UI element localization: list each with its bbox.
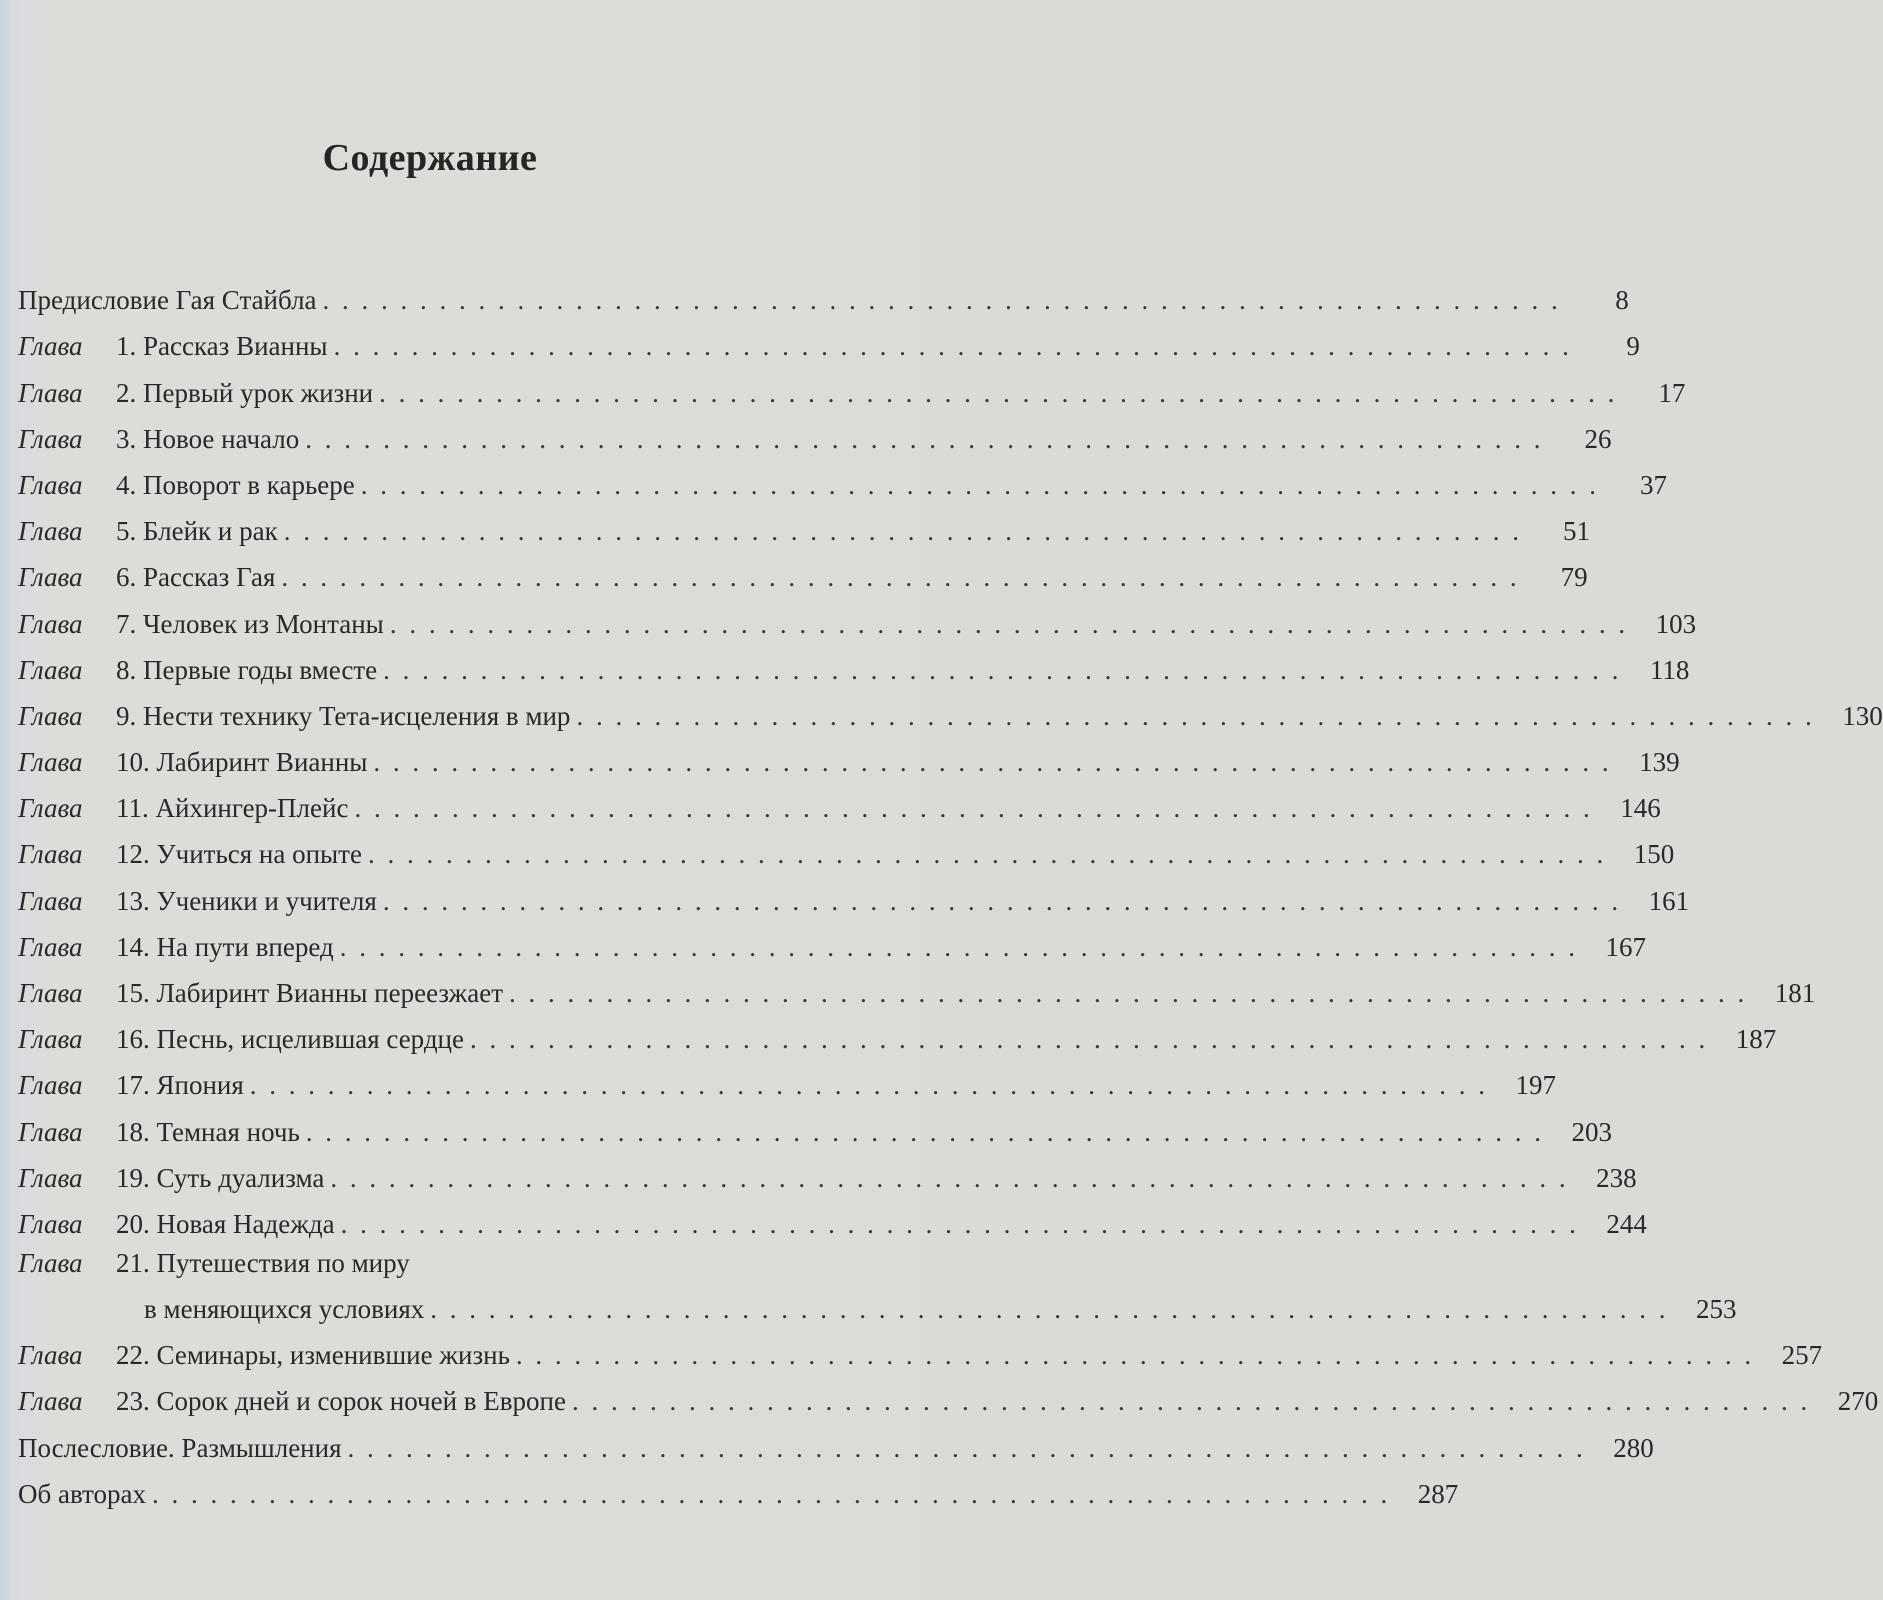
dot-leader: . . . . . . . . . . . . . . . . . . . . . . . . . . . . . . . . . . . . . . . . . . . . . . . . . . . . . . . . . . . . . . . . <box>373 747 1612 778</box>
toc-entry <box>18 971 1816 1017</box>
toc-entry <box>18 601 1697 647</box>
page-number: 139 <box>1639 747 1680 778</box>
dot-leader: . . . . . . . . . . . . . . . . . . . . . . . . . . . . . . . . . . . . . . . . . . . . . . . . . . . . . . . . . . . . . . . . <box>383 654 1622 685</box>
page-number: 253 <box>1696 1293 1737 1324</box>
page-number: 17 <box>1658 377 1686 408</box>
toc-entry <box>18 417 1612 463</box>
page-number: 146 <box>1620 793 1661 824</box>
toc-entry <box>18 278 1629 324</box>
chapter-number: 1. <box>116 331 137 362</box>
dot-leader: . . . . . . . . . . . . . . . . . . . . . . . . . . . . . . . . . . . . . . . . . . . . . . . . . . . . . . . . . . . . . . . . <box>305 423 1544 454</box>
chapter-prefix: Глава <box>18 1024 83 1055</box>
chapter-title: Об авторах <box>18 1478 146 1509</box>
chapter-prefix: Глава <box>18 562 83 593</box>
page-number: 244 <box>1606 1208 1647 1239</box>
toc-entry <box>18 555 1588 601</box>
dot-leader: . . . . . . . . . . . . . . . . . . . . . . . . . . . . . . . . . . . . . . . . . . . . . . . . . . . . . . . . . . . . . . . . <box>305 1116 1545 1147</box>
chapter-number: 12. <box>116 839 150 870</box>
chapter-prefix: Глава <box>18 516 83 547</box>
page-number: 167 <box>1605 931 1646 962</box>
chapter-title: Сорок дней и сорок ночей в Европе <box>156 1386 566 1417</box>
chapter-prefix: Глава <box>18 1247 83 1278</box>
dot-leader: . . . . . . . . . . . . . . . . . . . . . . . . . . . . . . . . . . . . . . . . . . . . . . . . . . . . . . . . . . . . . . . . <box>281 562 1520 593</box>
toc-entry <box>18 324 1640 370</box>
page-number: 150 <box>1633 839 1675 870</box>
chapter-title: Первый урок жизни <box>143 377 374 408</box>
toc-entry <box>18 832 1675 878</box>
chapter-number: 18. <box>116 1116 150 1147</box>
page-number: 203 <box>1571 1116 1613 1147</box>
dot-leader: . . . . . . . . . . . . . . . . . . . . . . . . . . . . . . . . . . . . . . . . . . . . . . . . . . . . . . . . . . . . . . . . <box>379 377 1618 408</box>
chapter-number: 16. <box>116 1024 150 1055</box>
chapter-prefix: Глава <box>18 423 83 454</box>
toc-entry <box>18 463 1667 509</box>
dot-leader: . . . . . . . . . . . . . . . . . . . . . . . . . . . . . . . . . . . . . . . . . . . . . . . . . . . . . . . . . . . . . . . . <box>389 608 1629 639</box>
page-number: 181 <box>1774 978 1816 1008</box>
chapter-title: Ученики и учителя <box>156 885 377 916</box>
dot-leader: . . . . . . . . . . . . . . . . . . . . . . . . . . . . . . . . . . . . . . . . . . . . . . . . . . . . . . . . . . . . . . . . <box>571 1386 1811 1417</box>
chapter-number: 11. <box>116 793 149 824</box>
chapter-title: Первые годы вместе <box>143 654 378 685</box>
chapter-title: Послесловие. Размышления <box>18 1432 342 1463</box>
chapter-title: Предисловие Гая Стайбла <box>18 285 317 316</box>
chapter-number: 10. <box>116 747 150 778</box>
chapter-title: Темная ночь <box>156 1116 300 1147</box>
chapter-number: 21. <box>116 1247 150 1278</box>
toc-entry <box>18 786 1661 832</box>
chapter-prefix: Глава <box>18 608 83 639</box>
toc-entry <box>18 1333 1823 1379</box>
toc-entry <box>18 1202 1647 1248</box>
dot-leader: . . . . . . . . . . . . . . . . . . . . . . . . . . . . . . . . . . . . . . . . . . . . . . . . . . . . . . . . . . . . . . . . <box>430 1293 1669 1324</box>
chapter-prefix: Глава <box>18 839 83 870</box>
chapter-number: 14. <box>116 931 150 962</box>
chapter-title: На пути вперед <box>156 931 334 962</box>
dot-leader: . . . . . . . . . . . . . . . . . . . . . . . . . . . . . . . . . . . . . . . . . . . . . . . . . . . . . . . . . . . . . . . . <box>339 931 1578 962</box>
chapter-title: Учиться на опыте <box>156 839 362 870</box>
dot-leader: . . . . . . . . . . . . . . . . . . . . . . . . . . . . . . . . . . . . . . . . . . . . . . . . . . . . . . . . . . . . . . . . <box>354 793 1593 824</box>
toc-entry <box>18 370 1686 416</box>
page-number: 270 <box>1837 1386 1879 1417</box>
chapter-prefix: Глава <box>18 1116 83 1147</box>
toc-entry <box>18 878 1690 924</box>
chapter-prefix: Глава <box>18 885 83 916</box>
chapter-prefix: Глава <box>18 469 83 500</box>
toc-entry <box>18 1425 1654 1471</box>
page-number: 37 <box>1639 469 1667 500</box>
chapter-title: Рассказ Гая <box>143 562 276 593</box>
chapter-prefix: Глава <box>18 1340 83 1371</box>
chapter-title: Нести технику Тета-исцеления в мир <box>143 700 571 731</box>
page-number: 287 <box>1417 1478 1459 1509</box>
page-number: 26 <box>1584 423 1612 454</box>
chapter-number: 23. <box>116 1386 150 1417</box>
chapter-prefix: Глава <box>18 331 83 362</box>
dot-leader: . . . . . . . . . . . . . . . . . . . . . . . . . . . . . . . . . . . . . . . . . . . . . . . . . . . . . . . . . . . . . . . . <box>509 978 1748 1008</box>
dot-leader: . . . . . . . . . . . . . . . . . . . . . . . . . . . . . . . . . . . . . . . . . . . . . . . . . . . . . . . . . . . . . . . . <box>249 1070 1489 1101</box>
chapter-title-continued: в меняющихся условиях <box>144 1293 425 1324</box>
chapter-number: 4. <box>116 469 137 500</box>
chapter-number: 22. <box>116 1340 150 1371</box>
page-number: 8 <box>1615 285 1629 316</box>
dot-leader: . . . . . . . . . . . . . . . . . . . . . . . . . . . . . . . . . . . . . . . . . . . . . . . . . . . . . . . . . . . . . . . . <box>340 1208 1579 1239</box>
toc-entry <box>18 694 1883 740</box>
dot-leader: . . . . . . . . . . . . . . . . . . . . . . . . . . . . . . . . . . . . . . . . . . . . . . . . . . . . . . . . . . . . . . . . <box>576 700 1815 731</box>
chapter-number: 2. <box>116 377 137 408</box>
page-number: 197 <box>1515 1070 1557 1101</box>
page-number: 79 <box>1560 562 1588 593</box>
chapter-prefix: Глава <box>18 793 83 824</box>
dot-leader: . . . . . . . . . . . . . . . . . . . . . . . . . . . . . . . . . . . . . . . . . . . . . . . . . . . . . . . . . . . . . . . . <box>382 885 1622 916</box>
dot-leader: . . . . . . . . . . . . . . . . . . . . . . . . . . . . . . . . . . . . . . . . . . . . . . . . . . . . . . . . . . . . . . . . <box>333 331 1572 362</box>
toc-entry <box>18 1156 1637 1202</box>
toc-entry <box>18 1247 1737 1333</box>
chapter-number: 8. <box>116 654 137 685</box>
page-title: Содержание <box>322 137 538 179</box>
chapter-prefix: Глава <box>18 931 83 962</box>
toc-entry <box>18 509 1590 555</box>
chapter-title: Семинары, изменившие жизнь <box>156 1340 510 1371</box>
chapter-prefix: Глава <box>18 377 83 408</box>
dot-leader: . . . . . . . . . . . . . . . . . . . . . . . . . . . . . . . . . . . . . . . . . . . . . . . . . . . . . . . . . . . . . . . . <box>470 1024 1709 1055</box>
chapter-number: 5. <box>116 516 137 547</box>
chapter-number: 6. <box>116 562 137 593</box>
toc-entry <box>18 1017 1777 1063</box>
page-number: 51 <box>1562 516 1590 547</box>
chapter-prefix: Глава <box>18 747 83 778</box>
chapter-title: Суть дуализма <box>156 1162 325 1193</box>
page-number: 257 <box>1781 1340 1823 1371</box>
dot-leader: . . . . . . . . . . . . . . . . . . . . . . . . . . . . . . . . . . . . . . . . . . . . . . . . . . . . . . . . . . . . . . . . <box>347 1432 1586 1463</box>
chapter-title: Новая Надежда <box>156 1208 335 1239</box>
dot-leader: . . . . . . . . . . . . . . . . . . . . . . . . . . . . . . . . . . . . . . . . . . . . . . . . . . . . . . . . . . . . . . . . <box>360 469 1599 500</box>
toc-entry <box>18 648 1690 694</box>
chapter-title: Айхингер-Плейс <box>155 793 349 824</box>
dot-leader: . . . . . . . . . . . . . . . . . . . . . . . . . . . . . . . . . . . . . . . . . . . . . . . . . . . . . . . . . . . . . . . . <box>367 839 1607 870</box>
page-number: 161 <box>1648 885 1690 916</box>
toc-entry <box>18 1063 1557 1109</box>
dot-leader: . . . . . . . . . . . . . . . . . . . . . . . . . . . . . . . . . . . . . . . . . . . . . . . . . . . . . . . . . . . . . . . . <box>330 1162 1569 1193</box>
dot-leader: . . . . . . . . . . . . . . . . . . . . . . . . . . . . . . . . . . . . . . . . . . . . . . . . . . . . . . . . . . . . . . . . <box>322 285 1561 316</box>
chapter-number: 7. <box>116 608 137 639</box>
chapter-number: 9. <box>116 700 137 731</box>
toc-entry <box>18 740 1680 786</box>
chapter-title: Новое начало <box>143 423 300 454</box>
chapter-number: 15. <box>116 978 150 1008</box>
table-of-contents <box>18 278 1883 1518</box>
dot-leader: . . . . . . . . . . . . . . . . . . . . . . . . . . . . . . . . . . . . . . . . . . . . . . . . . . . . . . . . . . . . . . . . <box>151 1478 1391 1509</box>
chapter-title: Лабиринт Вианны переезжает <box>156 978 503 1008</box>
chapter-number: 20. <box>116 1208 150 1239</box>
chapter-prefix: Глава <box>18 700 83 731</box>
chapter-prefix: Глава <box>18 1070 83 1101</box>
chapter-title: Путешествия по миру <box>156 1247 410 1278</box>
page-number: 130 <box>1842 700 1883 731</box>
dot-leader: . . . . . . . . . . . . . . . . . . . . . . . . . . . . . . . . . . . . . . . . . . . . . . . . . . . . . . . . . . . . . . . . <box>283 516 1522 547</box>
chapter-title: Человек из Монтаны <box>143 608 384 639</box>
page-number: 187 <box>1735 1024 1777 1055</box>
page-number: 103 <box>1655 608 1697 639</box>
chapter-title: Блейк и рак <box>143 516 278 547</box>
page-number: 280 <box>1613 1432 1654 1463</box>
toc-entry <box>18 925 1646 971</box>
chapter-prefix: Глава <box>18 1208 83 1239</box>
chapter-prefix: Глава <box>18 1386 83 1417</box>
page-number: 9 <box>1626 331 1640 362</box>
chapter-title: Песнь, исцелившая сердце <box>156 1024 464 1055</box>
chapter-prefix: Глава <box>18 978 83 1008</box>
toc-entry <box>18 1109 1613 1155</box>
toc-entry <box>18 1472 1459 1518</box>
chapter-title: Япония <box>156 1070 244 1101</box>
chapter-title: Поворот в карьере <box>143 469 355 500</box>
chapter-title: Лабиринт Вианны <box>156 747 368 778</box>
page-number: 238 <box>1596 1162 1637 1193</box>
chapter-number: 13. <box>116 885 150 916</box>
page-number: 118 <box>1649 654 1690 685</box>
chapter-prefix: Глава <box>18 1162 83 1193</box>
chapter-number: 17. <box>116 1070 150 1101</box>
chapter-prefix: Глава <box>18 654 83 685</box>
chapter-title: Рассказ Вианны <box>143 331 328 362</box>
chapter-number: 3. <box>116 423 137 454</box>
dot-leader: . . . . . . . . . . . . . . . . . . . . . . . . . . . . . . . . . . . . . . . . . . . . . . . . . . . . . . . . . . . . . . . . <box>515 1340 1755 1371</box>
chapter-number: 19. <box>116 1162 150 1193</box>
toc-entry <box>18 1379 1879 1425</box>
